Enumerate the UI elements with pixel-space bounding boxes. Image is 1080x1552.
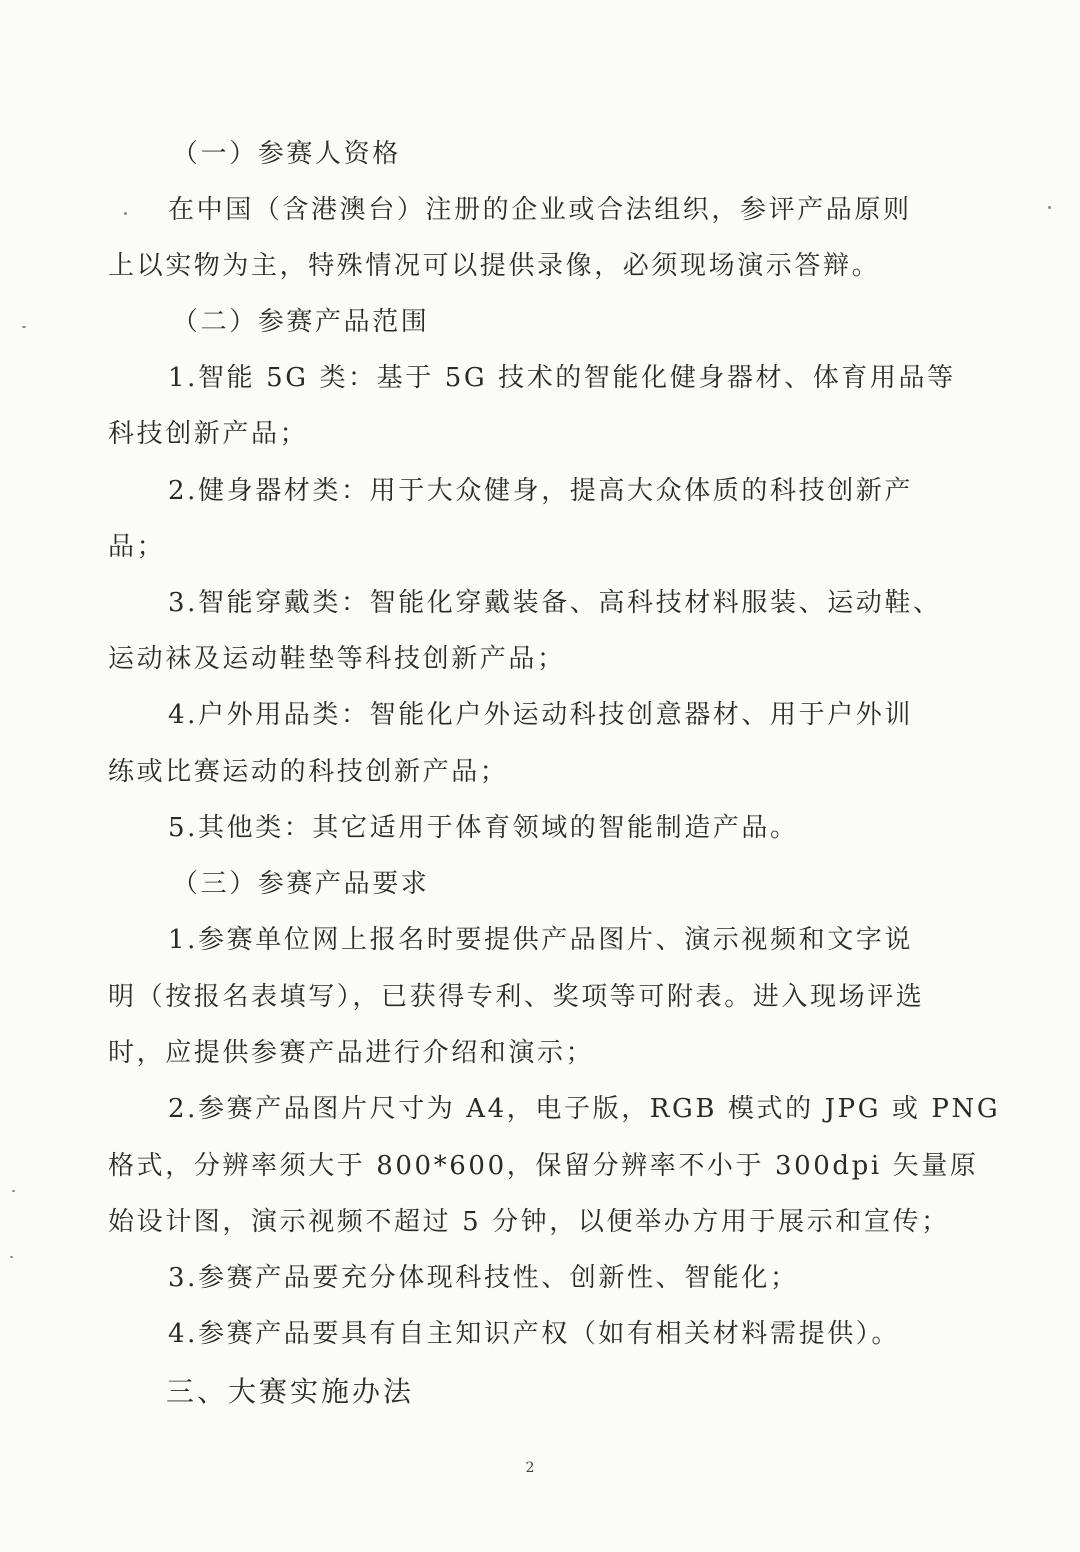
paragraph-line: 2.健身器材类：用于大众健身，提高大众体质的科技创新产: [168, 476, 914, 506]
paragraph-line: 练或比赛运动的科技创新产品；: [108, 757, 509, 787]
paragraph-line: 上以实物为主，特殊情况可以提供录像，必须现场演示答辩。: [108, 251, 881, 281]
paragraph-line: 科技创新产品；: [108, 419, 309, 449]
paragraph-line: 格式，分辨率须大于 800*600，保留分辨率不小于 300dpi 矢量原: [108, 1151, 979, 1181]
section-heading-scope: （二）参赛产品范围: [172, 307, 430, 337]
paragraph-line: 3.智能穿戴类：智能化穿戴装备、高科技材料服装、运动鞋、: [168, 588, 942, 618]
paragraph-line: 品；: [108, 532, 166, 562]
paragraph-line: 运动袜及运动鞋垫等科技创新产品；: [108, 644, 566, 674]
paragraph-line: 5.其他类：其它适用于体育领域的智能制造产品。: [168, 813, 799, 843]
scan-speck: [10, 1256, 13, 1258]
paragraph-line: 4.户外用品类：智能化户外运动科技创意器材、用于户外训: [168, 700, 914, 730]
paragraph-line: 3.参赛产品要充分体现科技性、创新性、智能化；: [168, 1263, 799, 1293]
scan-speck: [1048, 206, 1051, 209]
paragraph-line: 1.智能 5G 类：基于 5G 技术的智能化健身器材、体育用品等: [168, 363, 956, 393]
paragraph-line: 2.参赛产品图片尺寸为 A4，电子版，RGB 模式的 JPG 或 PNG: [168, 1094, 1001, 1124]
paragraph-line: 时，应提供参赛产品进行介绍和演示；: [108, 1038, 595, 1068]
paragraph-line: 始设计图，演示视频不超过 5 分钟，以便举办方用于展示和宣传；: [108, 1207, 950, 1237]
page-number: 2: [525, 1460, 535, 1476]
section-heading-qualification: （一）参赛人资格: [172, 139, 401, 169]
scan-speck: [124, 212, 127, 215]
scan-speck: [22, 326, 26, 328]
paragraph-line: 1.参赛单位网上报名时要提供产品图片、演示视频和文字说: [168, 925, 914, 955]
section-heading-implementation: 三、大赛实施办法: [166, 1375, 415, 1408]
scan-speck: [12, 1190, 15, 1192]
paragraph-line: 在中国（含港澳台）注册的企业或合法组织，参评产品原则: [168, 195, 912, 225]
paragraph-line: 4.参赛产品要具有自主知识产权（如有相关材料需提供）。: [168, 1319, 901, 1349]
section-heading-requirements: （三）参赛产品要求: [172, 869, 430, 899]
paragraph-line: 明（按报名表填写），已获得专利、奖项等可附表。进入现场评选: [108, 982, 925, 1012]
